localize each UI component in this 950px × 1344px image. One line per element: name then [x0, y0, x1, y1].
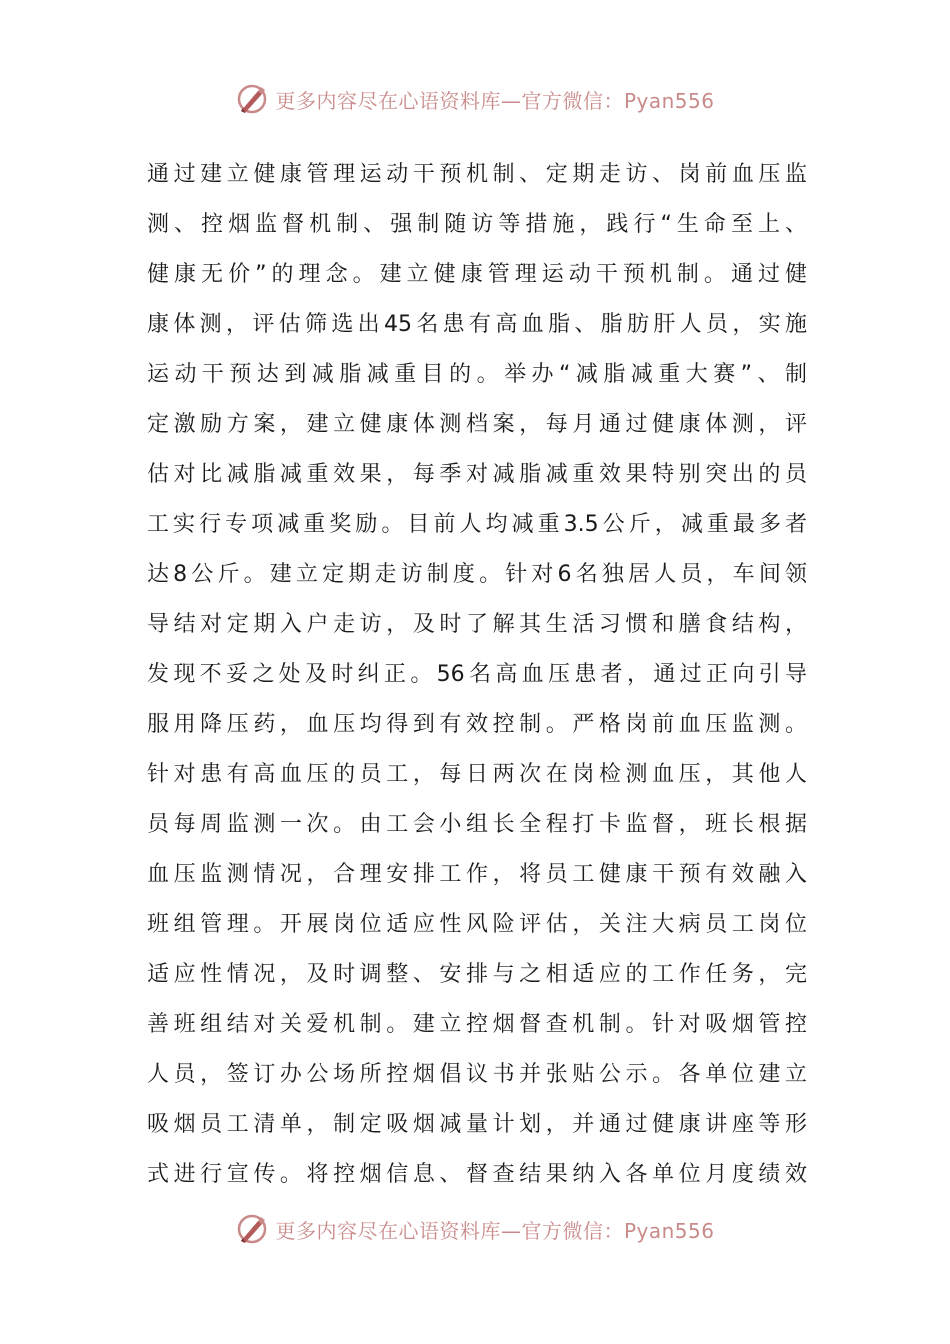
text-line: 适应性情况，及时调整、安排与之相适应的工作任务，完 [147, 962, 807, 987]
pen-logo-icon [235, 1212, 269, 1246]
text-line: 人员，签订办公场所控烟倡议书并张贴公示。各单位建立 [147, 1062, 807, 1087]
text-line: 工实行专项减重奖励。目前人均减重3.5公斤，减重最多者 [147, 512, 807, 537]
text-line: 服用降压药，血压均得到有效控制。严格岗前血压监测。 [147, 712, 807, 737]
text-line: 定激励方案，建立健康体测档案，每月通过健康体测，评 [147, 412, 807, 437]
document-body [147, 150, 807, 1200]
watermark-text: 更多内容尽在心语资料库—官方微信：Pyan556 [275, 88, 715, 113]
text-line: 康体测，评估筛选出45名患有高血脂、脂肪肝人员，实施 [147, 312, 807, 337]
text-line: 通过建立健康管理运动干预机制、定期走访、岗前血压监 [147, 162, 807, 187]
text-line: 健康无价”的理念。建立健康管理运动干预机制。通过健 [147, 262, 807, 287]
header-watermark [0, 82, 950, 116]
text-line: 针对患有高血压的员工，每日两次在岗检测血压，其他人 [147, 762, 807, 787]
text-line: 达8公斤。建立定期走访制度。针对6名独居人员，车间领 [147, 562, 807, 587]
text-line: 导结对定期入户走访，及时了解其生活习惯和膳食结构， [147, 612, 807, 637]
text-line: 运动干预达到减脂减重目的。举办“减脂减重大赛”、制 [147, 362, 807, 387]
text-line: 班组管理。开展岗位适应性风险评估，关注大病员工岗位 [147, 912, 807, 937]
text-line: 吸烟员工清单，制定吸烟减量计划，并通过健康讲座等形 [147, 1112, 807, 1137]
text-line: 善班组结对关爱机制。建立控烟督查机制。针对吸烟管控 [147, 1012, 807, 1037]
text-line: 血压监测情况，合理安排工作，将员工健康干预有效融入 [147, 862, 807, 887]
watermark-text: 更多内容尽在心语资料库—官方微信：Pyan556 [275, 1218, 715, 1243]
text-line: 员每周监测一次。由工会小组长全程打卡监督，班长根据 [147, 812, 807, 837]
text-line: 式进行宣传。将控烟信息、督查结果纳入各单位月度绩效 [147, 1162, 807, 1187]
footer-watermark [0, 1212, 950, 1246]
text-line: 测、控烟监督机制、强制随访等措施，践行“生命至上、 [147, 212, 807, 237]
pen-logo-icon [235, 82, 269, 116]
text-line: 发现不妥之处及时纠正。56名高血压患者，通过正向引导 [147, 662, 807, 687]
text-line: 估对比减脂减重效果，每季对减脂减重效果特别突出的员 [147, 462, 807, 487]
